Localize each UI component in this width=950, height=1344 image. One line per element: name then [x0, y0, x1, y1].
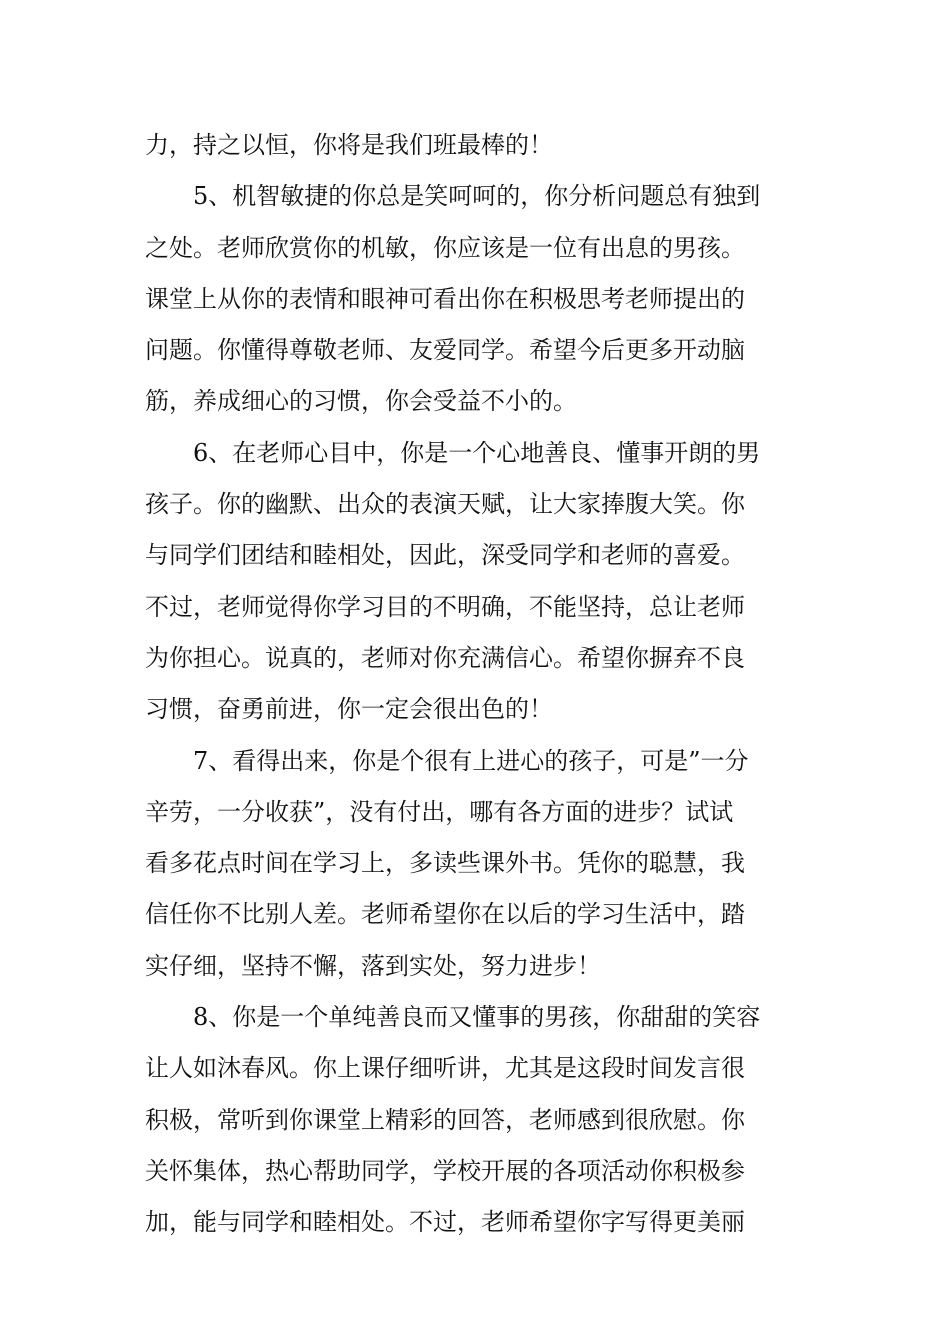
text-line: 与同学们团结和睦相处，因此，深受同学和老师的喜爱。	[145, 541, 745, 570]
text-line: 力，持之以恒，你将是我们班最棒的！	[145, 131, 553, 159]
text-line: 不过，老师觉得你学习目的不明确，不能坚持，总让老师	[145, 592, 745, 621]
paragraph-start-line: 7、看得出来，你是个很有上进心的孩子，可是”一分	[193, 746, 749, 775]
text-line: 关怀集体，热心帮助同学，学校开展的各项活动你积极参	[145, 1156, 745, 1185]
document-body	[145, 120, 810, 1249]
paragraph-start-line: 6、在老师心目中，你是一个心地善良、懂事开朗的男	[193, 438, 761, 467]
text-line: 习惯，奋勇前进，你一定会很出色的！	[145, 695, 553, 724]
text-line: 看多花点时间在学习上，多读些课外书。凭你的聪慧，我	[145, 849, 745, 878]
text-line: 辛劳，一分收获”，没有付出，哪有各方面的进步？试试	[145, 797, 734, 826]
text-line: 之处。老师欣赏你的机敏，你应该是一位有出息的男孩。	[145, 233, 745, 262]
text-line: 积极，常听到你课堂上精彩的回答，老师感到很欣慰。你	[145, 1105, 745, 1134]
text-line: 孩子。你的幽默、出众的表演天赋，让大家捧腹大笑。你	[145, 490, 745, 519]
text-line: 让人如沐春风。你上课仔细听讲，尤其是这段时间发言很	[145, 1054, 745, 1083]
text-line: 课堂上从你的表情和眼神可看出你在积极思考老师提出的	[145, 284, 745, 313]
text-line: 筋，养成细心的习惯，你会受益不小的。	[145, 387, 577, 416]
text-line: 加，能与同学和睦相处。不过，老师希望你字写得更美丽	[145, 1208, 745, 1237]
paragraph-start-line: 8、你是一个单纯善良而又懂事的男孩，你甜甜的笑容	[193, 1003, 761, 1032]
paragraph-start-line: 5、机智敏捷的你总是笑呵呵的，你分析问题总有独到	[193, 182, 761, 211]
text-line: 问题。你懂得尊敬老师、友爱同学。希望今后更多开动脑	[145, 336, 745, 365]
text-line: 信任你不比别人差。老师希望你在以后的学习生活中，踏	[145, 900, 745, 929]
text-line: 为你担心。说真的，老师对你充满信心。希望你摒弃不良	[145, 643, 745, 672]
text-line: 实仔细，坚持不懈，落到实处，努力进步！	[145, 951, 601, 980]
